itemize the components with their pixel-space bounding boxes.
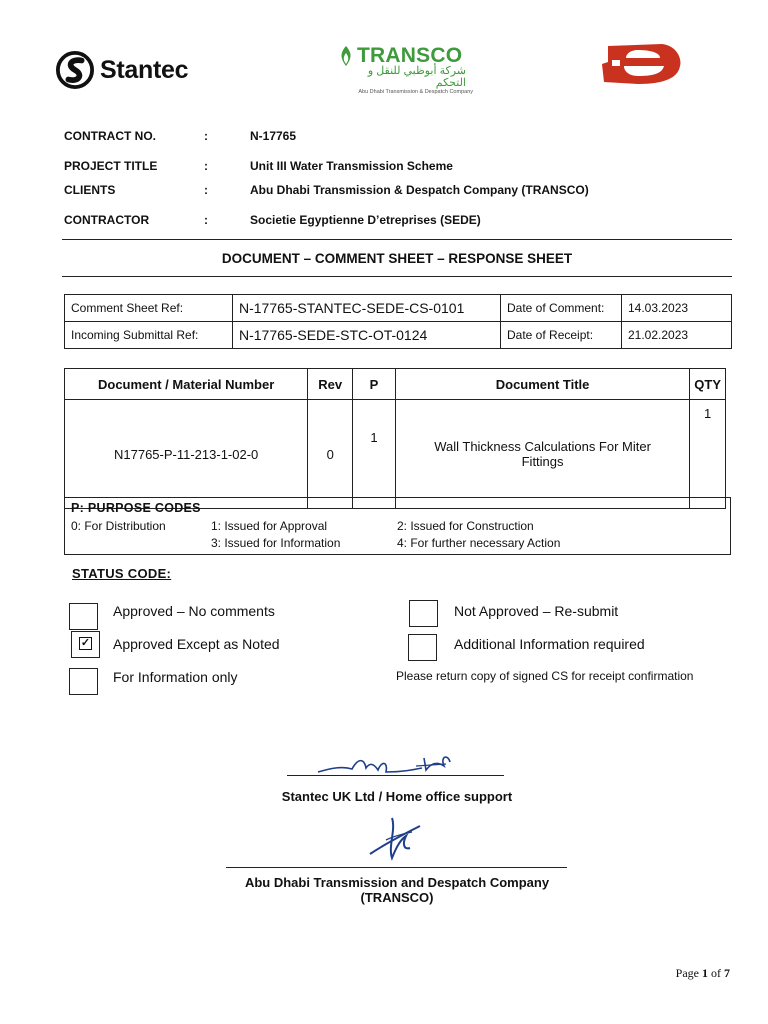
column-header: Document / Material Number xyxy=(65,369,308,400)
project-title-value: Unit III Water Transmission Scheme xyxy=(250,159,453,173)
purpose-code-1: 1: Issued for Approval xyxy=(211,519,328,533)
contractor-value: Societie Egyptienne D’etreprises (SEDE) xyxy=(250,213,481,227)
divider xyxy=(62,276,732,277)
page-number xyxy=(676,966,730,981)
contract-no-label: CONTRACT NO. xyxy=(64,129,156,143)
approved-no-comments-checkbox[interactable] xyxy=(69,603,98,630)
document-purpose: 1 xyxy=(353,400,396,509)
document-table xyxy=(64,368,726,509)
approved-except-noted-label: Approved Except as Noted xyxy=(113,636,280,652)
project-title-label: PROJECT TITLE xyxy=(64,159,158,173)
clients-label: CLIENTS xyxy=(64,183,116,197)
purpose-code-3: 3: Issued for Information xyxy=(211,536,341,550)
not-approved-label: Not Approved – Re-submit xyxy=(454,603,619,619)
colon: : xyxy=(204,129,208,143)
table-row xyxy=(65,400,726,509)
stantec-logo xyxy=(56,50,188,90)
sede-logo xyxy=(598,40,682,86)
contract-no-value: N-17765 xyxy=(250,129,297,143)
purpose-codes-box xyxy=(64,497,731,555)
colon: : xyxy=(204,183,208,197)
contractor-label: CONTRACTOR xyxy=(64,213,150,227)
approved-except-noted-checkbox[interactable] xyxy=(71,631,100,658)
column-header: QTY xyxy=(690,369,726,400)
return-note: Please return copy of signed CS for receipt confirmation xyxy=(396,669,694,683)
page-total: 7 xyxy=(724,966,730,980)
transco-signature-line xyxy=(226,867,567,868)
transco-wordmark: TRANSCO xyxy=(357,44,463,67)
date-of-receipt-label: Date of Receipt: xyxy=(501,322,622,349)
stantec-mark-icon xyxy=(56,51,94,89)
document-rev: 0 xyxy=(308,400,353,509)
approved-no-comments-label: Approved – No comments xyxy=(113,603,275,619)
additional-information-label: Additional Information required xyxy=(454,636,645,652)
purpose-code-0: 0: For Distribution xyxy=(71,519,166,533)
purpose-code-4: 4: For further necessary Action xyxy=(397,536,561,550)
purpose-codes-title: P: PURPOSE CODES xyxy=(71,501,201,515)
clients-value: Abu Dhabi Transmission & Despatch Company (TRANSCO) xyxy=(250,183,589,197)
transco-arabic-name: شركة أبوظبي للنقل و التحكم xyxy=(367,65,466,89)
colon: : xyxy=(204,159,208,173)
page-current: 1 xyxy=(702,966,708,980)
colon: : xyxy=(204,213,208,227)
stantec-signature-line xyxy=(287,775,504,776)
column-header: Rev xyxy=(308,369,353,400)
document-number: N17765-P-11-213-1-02-0 xyxy=(65,400,308,509)
page-label: Page xyxy=(675,966,699,980)
for-information-label: For Information only xyxy=(113,669,238,685)
date-of-comment-label: Date of Comment: xyxy=(501,295,622,322)
transco-signatory-line1: Abu Dhabi Transmission and Despatch Company xyxy=(244,875,550,890)
sede-emblem-icon xyxy=(598,40,682,86)
additional-information-checkbox[interactable] xyxy=(408,634,437,661)
document-heading: DOCUMENT – COMMENT SHEET – RESPONSE SHEET xyxy=(221,251,573,266)
status-code-title: STATUS CODE: xyxy=(72,566,172,581)
incoming-submittal-ref-label: Incoming Submittal Ref: xyxy=(65,322,233,349)
stantec-wordmark: Stantec xyxy=(100,55,189,84)
checkmark-icon: ✓ xyxy=(80,637,91,649)
document-qty: 1 xyxy=(690,400,726,509)
divider xyxy=(62,239,732,240)
incoming-submittal-ref-value: N-17765-SEDE-STC-OT-0124 xyxy=(233,322,501,349)
comment-sheet-ref-value: N-17765-STANTEC-SEDE-CS-0101 xyxy=(233,295,501,322)
date-of-receipt-value: 21.02.2023 xyxy=(622,322,732,349)
page-of: of xyxy=(711,966,721,980)
stantec-signatory: Stantec UK Ltd / Home office support xyxy=(281,789,513,804)
purpose-code-2: 2: Issued for Construction xyxy=(397,519,534,533)
not-approved-checkbox[interactable] xyxy=(409,600,438,627)
date-of-comment-value: 14.03.2023 xyxy=(622,295,732,322)
reference-table xyxy=(64,294,732,349)
transco-logo xyxy=(338,44,473,95)
column-header: Document Title xyxy=(395,369,689,400)
column-header: P xyxy=(353,369,396,400)
document-title: Wall Thickness Calculations For Miter Fittings xyxy=(395,400,689,509)
comment-sheet-ref-label: Comment Sheet Ref: xyxy=(65,295,233,322)
transco-flame-icon xyxy=(338,45,354,67)
transco-signatory-line2: (TRANSCO) xyxy=(360,890,434,905)
transco-signature-icon xyxy=(362,810,426,864)
transco-subtitle: Abu Dhabi Transmission & Despatch Company xyxy=(358,89,473,95)
for-information-checkbox[interactable] xyxy=(69,668,98,695)
